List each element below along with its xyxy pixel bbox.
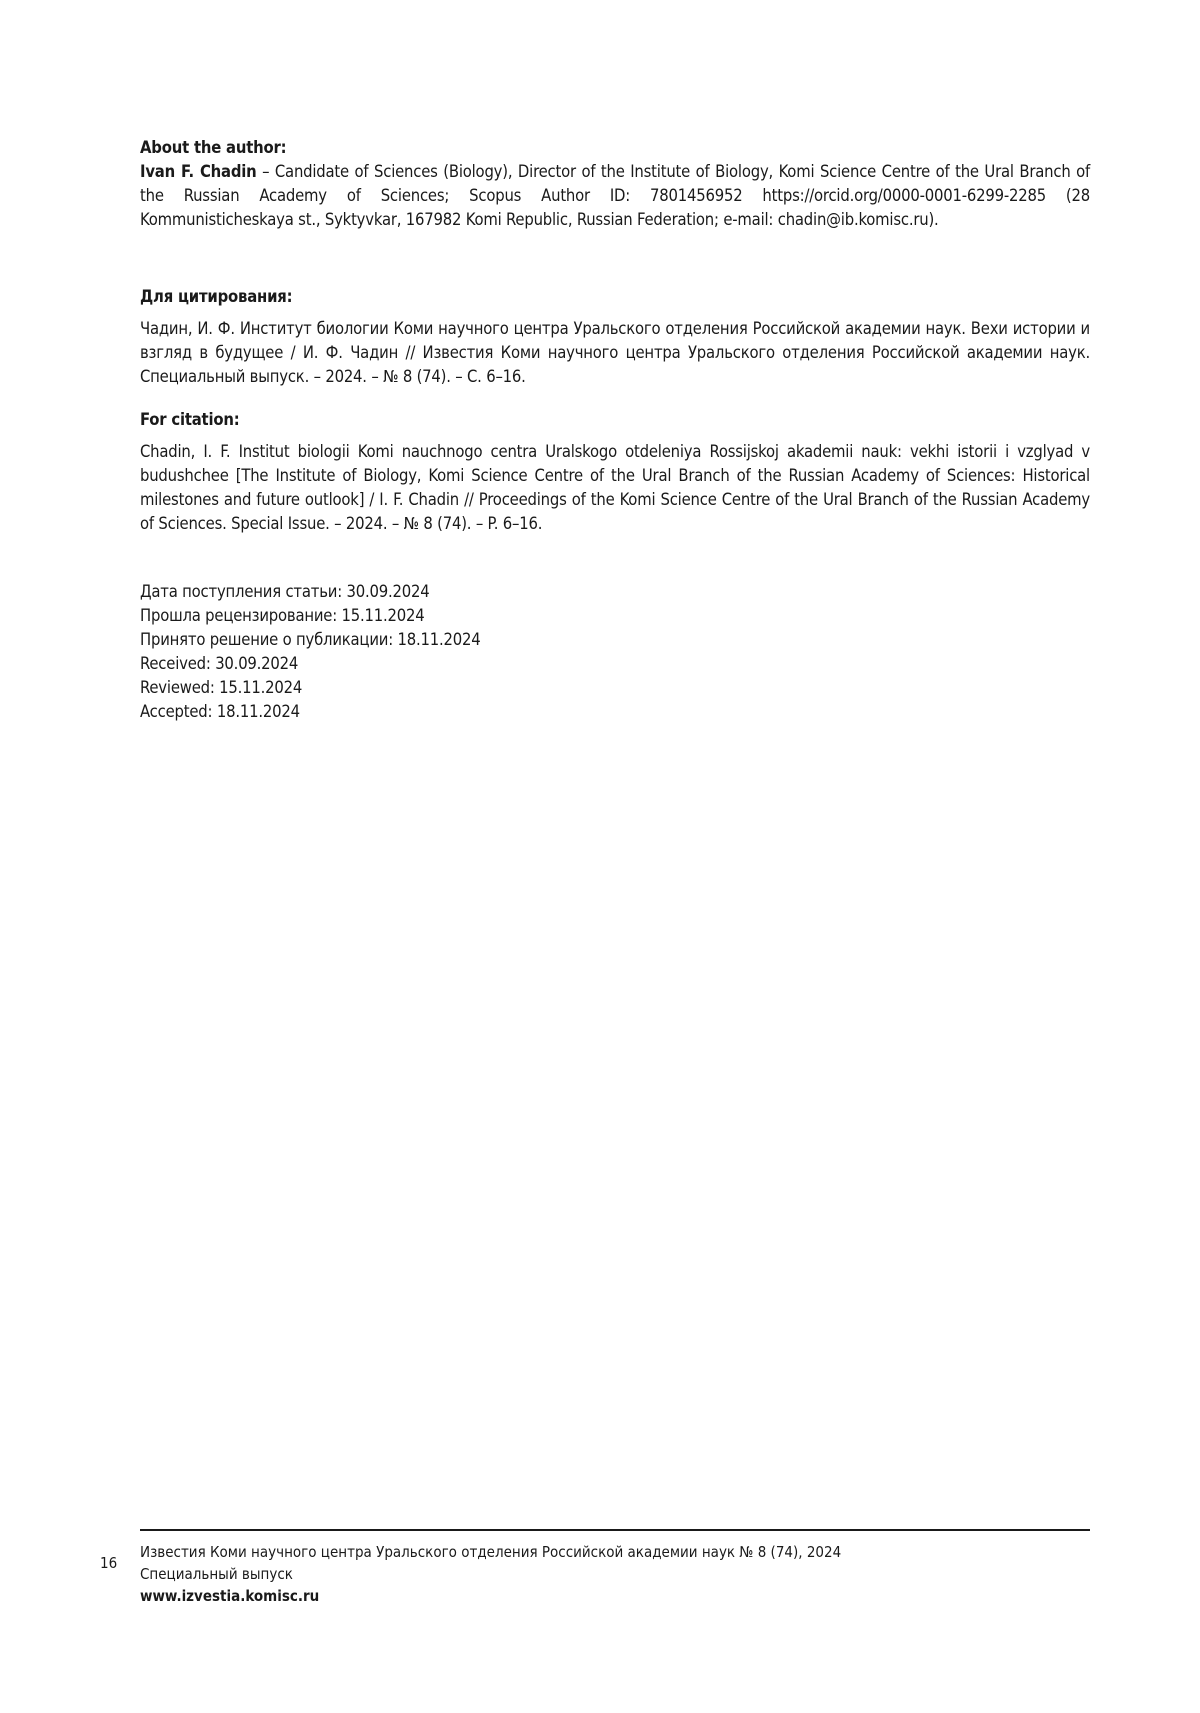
about-author-heading: About the author: [140, 138, 287, 157]
date-received-ru: Дата поступления статьи: 30.09.2024 [140, 582, 430, 601]
page-number: 16 [100, 1554, 118, 1572]
citation-ru-text: Чадин, И. Ф. Институт биологии Коми научного центра Уральского отделения Российской академии наук. Вехи истории и взгляд в будущее / И. Ф. Чадин // Известия Коми научного центра Уральского отделения Российской академии наук. Специальный выпуск. – 2024. – № 8 (74). – С. 6–16. [140, 319, 1090, 386]
article-dates [140, 580, 1090, 724]
citation-en-section [140, 408, 1090, 536]
footer-journal-title: Известия Коми научного центра Уральского отделения Российской академии наук № 8 (74), 2024 [140, 1543, 842, 1561]
date-received-en: Received: 30.09.2024 [140, 654, 299, 673]
date-accepted-ru: Принято решение о публикации: 18.11.2024 [140, 630, 481, 649]
citation-en-heading: For citation: [140, 410, 240, 429]
about-author-paragraph [140, 160, 1090, 232]
date-accepted-en: Accepted: 18.11.2024 [140, 702, 300, 721]
footer-website: www.izvestia.komisc.ru [140, 1587, 320, 1605]
author-name: Ivan F. Chadin [140, 162, 257, 181]
about-author-section [140, 136, 1090, 232]
citation-ru-section [140, 285, 1090, 389]
date-reviewed-en: Reviewed: 15.11.2024 [140, 678, 303, 697]
footer-divider [140, 1529, 1090, 1531]
citation-ru-heading: Для цитирования: [140, 287, 293, 306]
date-reviewed-ru: Прошла рецензирование: 15.11.2024 [140, 606, 425, 625]
page-footer [140, 1541, 1090, 1607]
citation-en-text: Chadin, I. F. Institut biologii Komi nauchnogo centra Uralskogo otdeleniya Rossijskoj akademii nauk: vekhi istorii i vzglyad v budushchee [The Institute of Biology, Komi Science Centre of the Ural Branch of the Russian Academy of Sciences: Historical milestones and future outlook] / I. F. Chadin // Proceedings of the Komi Science Centre of the Ural Branch of the Russian Academy of Sciences. Special Issue. – 2024. – № 8 (74). – P. 6–16. [140, 442, 1090, 533]
footer-issue: Специальный выпуск [140, 1565, 293, 1583]
author-description: – Candidate of Sciences (Biology), Director of the Institute of Biology, Komi Science Centre of the Ural Branch of the Russian Academy of Sciences; Scopus Author ID: 7801456952 https://orcid.org/0000-0001-6299-2285 (28 Kommunisticheskaya st., Syktyvkar, 167982 Komi Republic, Russian Federation; e-mail: chadin@ib.komisc.ru). [140, 162, 1090, 229]
